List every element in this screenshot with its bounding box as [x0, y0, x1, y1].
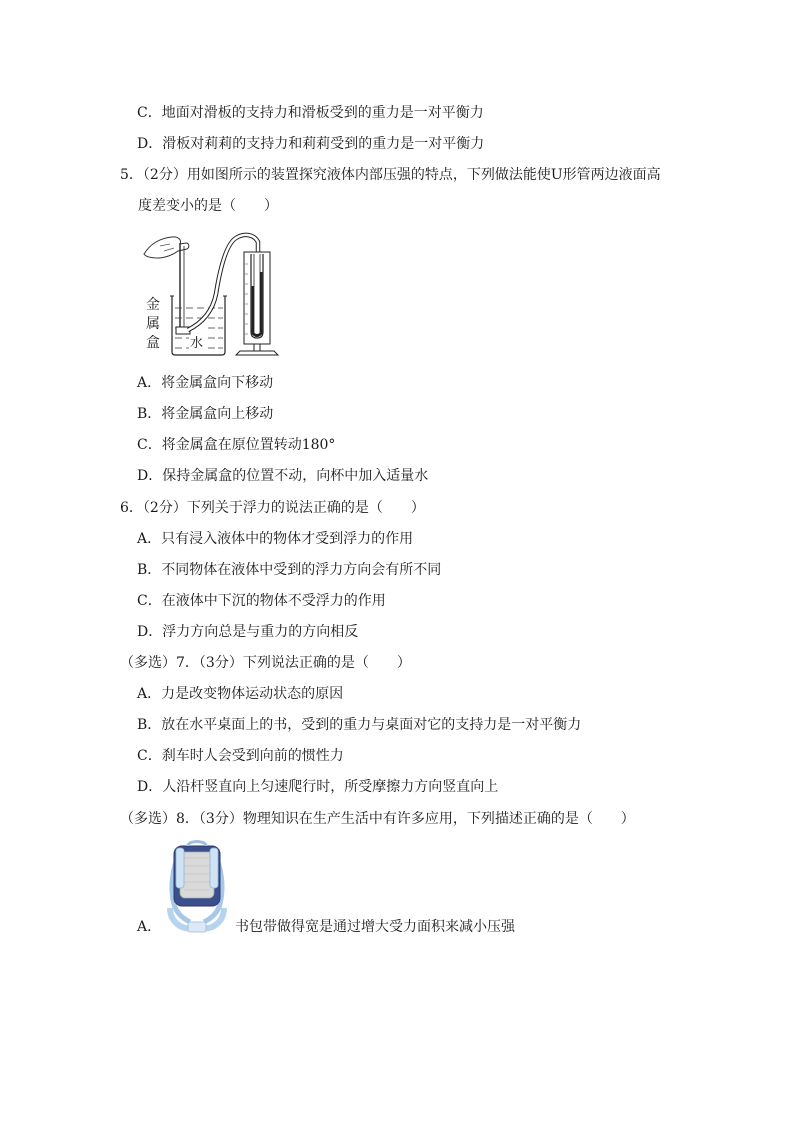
- q4-option-d: D．滑板对莉莉的支持力和莉莉受到的重力是一对平衡力: [137, 136, 485, 152]
- q7-stem: （多选）7．（3分）下列说法正确的是（ ）: [120, 655, 411, 671]
- q6-option-d: D．浮力方向总是与重力的方向相反: [137, 624, 359, 640]
- backpack-image: [166, 838, 228, 936]
- q4-option-c: C．地面对滑板的支持力和滑板受到的重力是一对平衡力: [137, 105, 484, 121]
- q5-stem: 5．（2分）用如图所示的装置探究液体内部压强的特点，下列做法能使U形管两边液面高: [120, 167, 661, 183]
- q7-option-d: D．人沿杆竖直向上匀速爬行时，所受摩擦力方向竖直向上: [137, 779, 499, 795]
- q6-option-b: B．不同物体在液体中受到的浮力方向会有所不同: [137, 562, 442, 578]
- label-water: 水: [190, 336, 204, 351]
- label-metal-box-char-3: 盒: [146, 335, 160, 351]
- q6-option-c: C．在液体中下沉的物体不受浮力的作用: [137, 593, 386, 609]
- q7-option-b: B．放在水平桌面上的书，受到的重力与桌面对它的支持力是一对平衡力: [137, 717, 582, 733]
- q8-option-a-text: 书包带做得宽是通过增大受力面积来减小压强: [235, 919, 515, 935]
- q5-option-c: C．将金属盒在原位置转动180°: [137, 437, 336, 453]
- u-tube-board: [244, 252, 270, 344]
- q5-stem-cont: 度差变小的是（ ）: [138, 198, 278, 214]
- q7-option-c: C．刹车时人会受到向前的惯性力: [137, 748, 344, 764]
- label-metal-box-char-2: 属: [146, 316, 160, 332]
- q6-option-a: A．只有浸入液体中的物体才受到浮力的作用: [137, 531, 414, 547]
- q6-stem: 6．（2分）下列关于浮力的说法正确的是（ ）: [120, 500, 425, 516]
- q5-option-d: D．保持金属盒的位置不动，向杯中加入适量水: [137, 468, 429, 484]
- pressure-apparatus-figure: [140, 224, 280, 360]
- q8-option-a-label: A．: [137, 919, 162, 935]
- stand-base: [236, 351, 278, 355]
- q7-option-a: A．力是改变物体运动状态的原因: [137, 686, 344, 702]
- q8-stem: （多选）8．（3分）物理知识在生产生活中有许多应用，下列描述正确的是（ ）: [120, 811, 635, 827]
- q5-option-b: B．将金属盒向上移动: [137, 406, 274, 422]
- hand-icon: [144, 237, 189, 258]
- q5-option-a: A．将金属盒向下移动: [137, 375, 274, 391]
- label-metal-box-char-1: 金: [146, 297, 160, 313]
